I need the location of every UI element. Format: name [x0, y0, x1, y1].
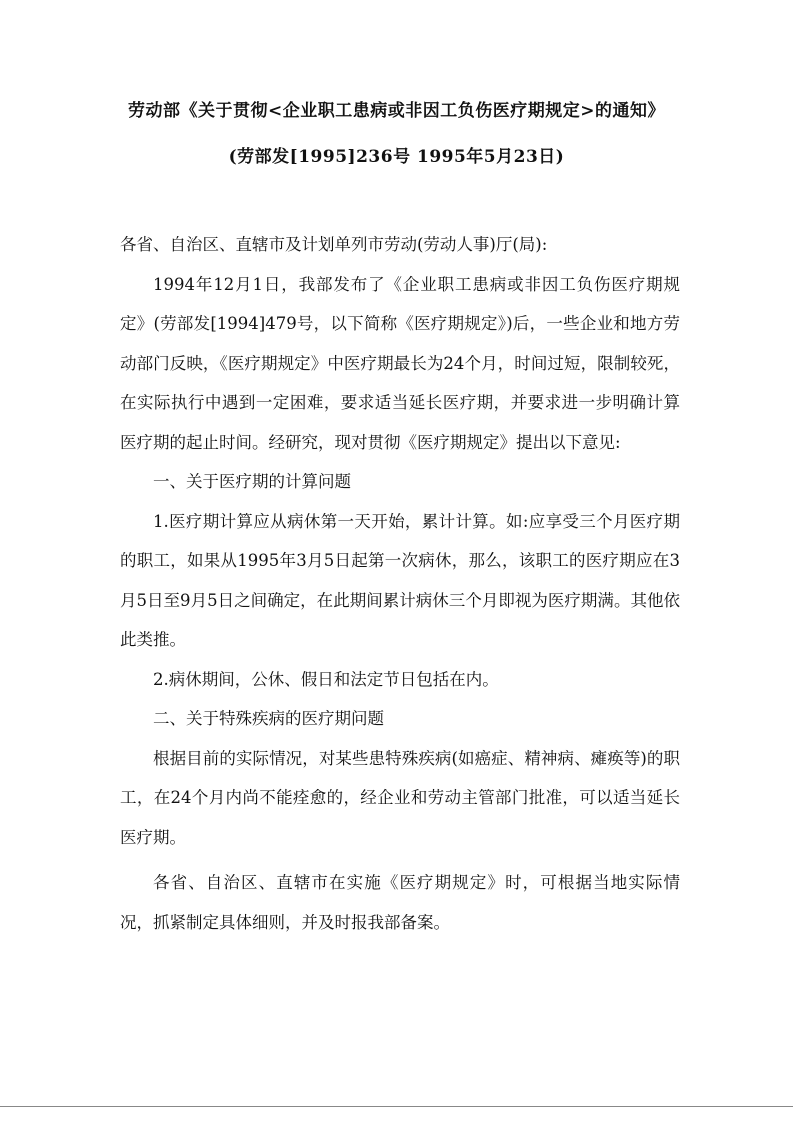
paragraph-intro: 1994年12月1日，我部发布了《企业职工患病或非因工负伤医疗期规定》(劳部发[1994]479号，以下简称《医疗期规定》)后，一些企业和地方劳动部门反映，《医疗期规定》中医疗期最长为24个月，时间过短，限制较死，在实际执行中遇到一定困难，要求适当延长医疗期，并要求进一步明确计算医疗期的起止时间。经研究，现对贯彻《医疗期规定》提出以下意见:	[120, 274, 680, 452]
document-title: 劳动部《关于贯彻<企业职工患病或非因工负伤医疗期规定>的通知》	[128, 101, 665, 121]
document-body	[120, 225, 680, 942]
paragraph-closing: 各省、自治区、直辖市在实施《医疗期规定》时，可根据当地实际情况，抓紧制定具体细则，并及时报我部备案。	[120, 873, 680, 932]
salutation: 各省、自治区、直辖市及计划单列市劳动(劳动人事)厅(局):	[120, 235, 548, 254]
section-heading-2: 二、关于特殊疾病的医疗期问题	[153, 709, 384, 728]
paragraph-item-1: 1.医疗期计算应从病休第一天开始，累计计算。如:应享受三个月医疗期的职工，如果从1995年3月5日起第一次病休，那么，该职工的医疗期应在3月5日至9月5日之间确定，在此期间累计病休三个月即视为医疗期满。其他依此类推。	[120, 511, 680, 649]
document-subtitle: (劳部发[1995]236号 1995年5月23日)	[228, 147, 565, 167]
page-bottom-divider	[0, 1106, 793, 1107]
paragraph-item-2: 2.病休期间，公休、假日和法定节日包括在内。	[153, 669, 499, 689]
paragraph-special-disease: 根据目前的实际情况，对某些患特殊疾病(如癌症、精神病、瘫痪等)的职工，在24个月内尚不能痊愈的，经企业和劳动主管部门批准，可以适当延长医疗期。	[120, 748, 680, 847]
section-heading-1: 一、关于医疗期的计算问题	[153, 472, 351, 491]
